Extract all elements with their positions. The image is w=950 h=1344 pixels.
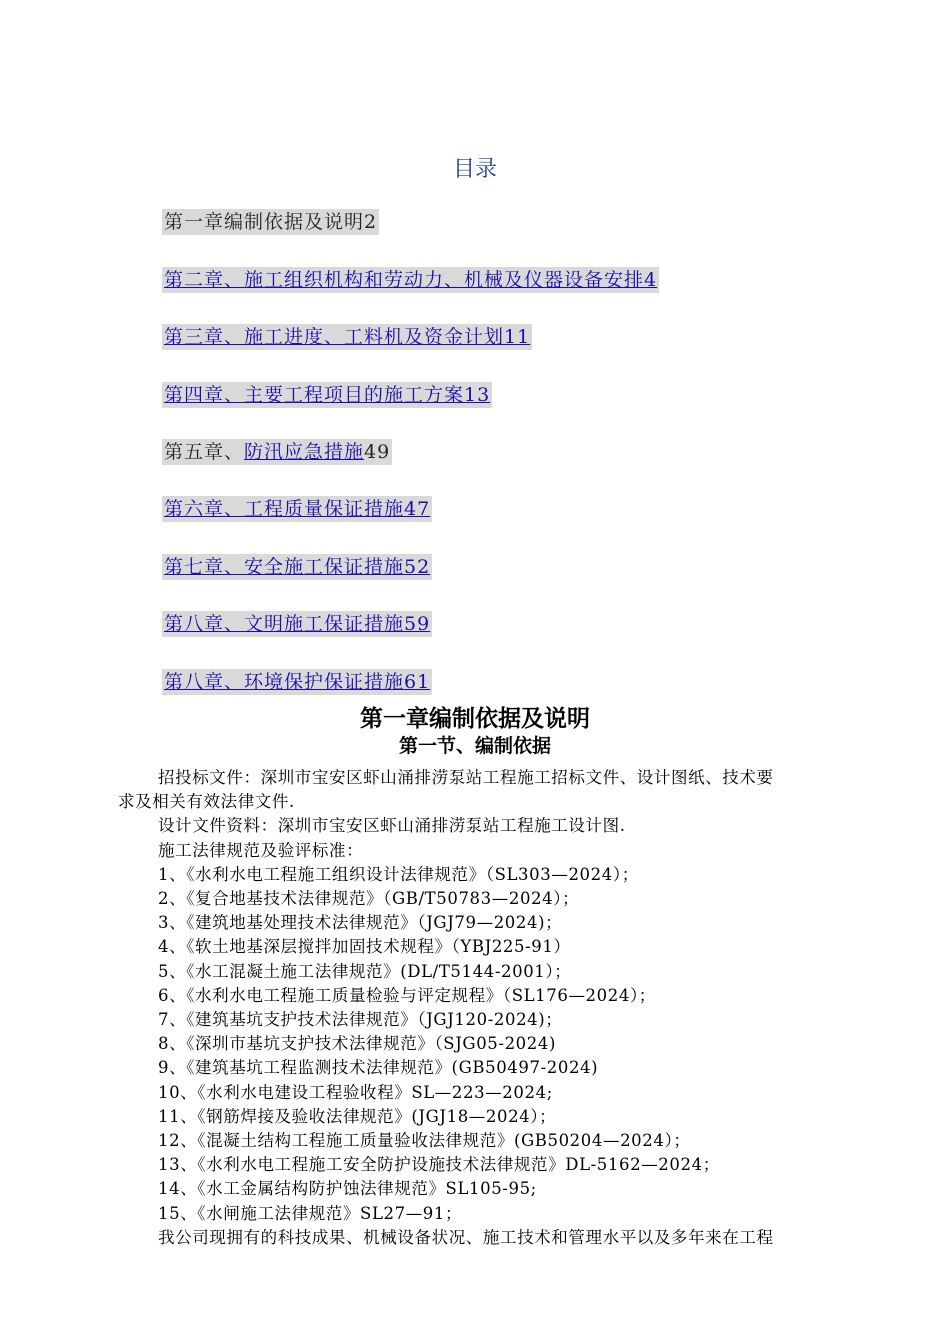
toc-item-chapter-3[interactable] [162,324,532,350]
toc-link[interactable] [164,326,530,348]
toc-item-chapter-8[interactable] [162,611,432,637]
body-text [118,766,846,1250]
toc-item-label: 第三章、施工进度、工料机及资金计划 [164,326,505,348]
paragraph-continuation: 求及相关有效法律文件. [118,792,295,812]
toc-item-chapter-1[interactable] [162,209,379,235]
toc-item-page: 52 [404,556,431,578]
toc-item-label: 第七章、安全施工保证措施 [164,556,405,578]
paragraph: 设计文件资料：深圳市宝安区虾山涌排涝泵站工程施工设计图. [158,816,626,836]
toc-item-chapter-5[interactable] [162,439,392,465]
reference-item: 6、《水利水电工程施工质量检验与评定规程》（SL176—2024）； [158,985,656,1005]
toc-item-page: 49 [364,441,391,463]
toc-link[interactable] [164,613,430,635]
toc-item-label: 第二章、施工组织机构和劳动力、机械及仪器设备安排 [164,269,645,291]
toc-item-page: 59 [404,613,431,635]
paragraph: 招投标文件：深圳市宝安区虾山涌排涝泵站工程施工招标文件、设计图纸、技术要 [158,768,774,787]
toc-item-label: 第四章、主要工程项目的施工方案 [164,384,465,406]
section-title: 第一节、编制依据 [398,735,551,757]
reference-item: 7、《建筑基坑支护技术法律规范》（JGJ120-2024)； [158,1010,563,1030]
reference-item: 5、《水工混凝土施工法律规范》(DL/T5144-2001）； [158,961,572,981]
paragraph: 我公司现拥有的科技成果、机械设备状况、施工技术和管理水平以及多年来在工程 [158,1227,774,1247]
reference-item: 1、《水利水电工程施工组织设计法律规范》（SL303—2024）； [158,864,639,884]
toc-item-page: 47 [404,498,431,520]
toc-item-chapter-8b[interactable] [162,669,432,695]
toc-item-label: 第八章、环境保护保证措施 [164,671,405,693]
paragraph: 施工法律规范及验评标准： [158,840,364,860]
toc-link[interactable] [164,671,430,693]
reference-item: 13、《水利水电工程施工安全防护设施技术法律规范》DL-5162—2024； [158,1155,720,1175]
reference-item: 9、《建筑基坑工程监测技术法律规范》(GB50497-2024) [158,1058,599,1078]
reference-item: 8、《深圳市基坑支护技术法律规范》（SJG05-2024) [158,1034,556,1054]
reference-item: 4、《软土地基深层搅拌加固技术规程》（YBJ225-91） [158,937,571,957]
toc-item-page: 2 [364,211,378,233]
toc-item-chapter-2[interactable] [162,267,659,293]
reference-item: 14、《水工金属结构防护蚀法律规范》SL105-95; [158,1179,537,1199]
chapter-title: 第一章编制依据及说明 [360,706,590,732]
toc-link[interactable] [164,556,430,578]
reference-item: 2、《复合地基技术法律规范》（GB/T50783—2024）； [158,889,580,909]
toc-title: 目录 [452,157,497,182]
toc-link[interactable] [164,384,490,406]
toc-item-label: 第一章编制依据及说明 [164,211,365,233]
toc-item-label: 第八章、文明施工保证措施 [164,613,405,635]
reference-item: 12、《混凝土结构工程施工质量验收法律规范》(GB50204—2024）； [158,1131,691,1151]
reference-item: 11、《钢筋焊接及验收法律规范》(JGJ18—2024）； [158,1106,557,1126]
toc-link[interactable] [164,269,657,291]
toc-item-page: 4 [644,269,658,291]
toc-item-chapter-7[interactable] [162,554,432,580]
toc-item-page: 61 [404,671,431,693]
toc-link[interactable]: 防汛应急措施 [244,441,365,463]
toc-item-chapter-4[interactable] [162,382,492,408]
toc-item-prefix: 第五章、 [164,441,245,463]
reference-item: 10、《水利水电建设工程验收程》SL—223—2024; [158,1082,553,1102]
reference-item: 3、《建筑地基处理技术法律规范》（JGJ79—2024)； [158,913,563,933]
reference-item: 15、《水闸施工法律规范》SL27—91； [158,1203,463,1223]
toc-item-page: 11 [504,326,531,348]
toc-item-chapter-6[interactable] [162,496,432,522]
toc-link[interactable] [164,498,430,520]
toc-item-page: 13 [464,384,491,406]
toc-item-label: 第六章、工程质量保证措施 [164,498,405,520]
